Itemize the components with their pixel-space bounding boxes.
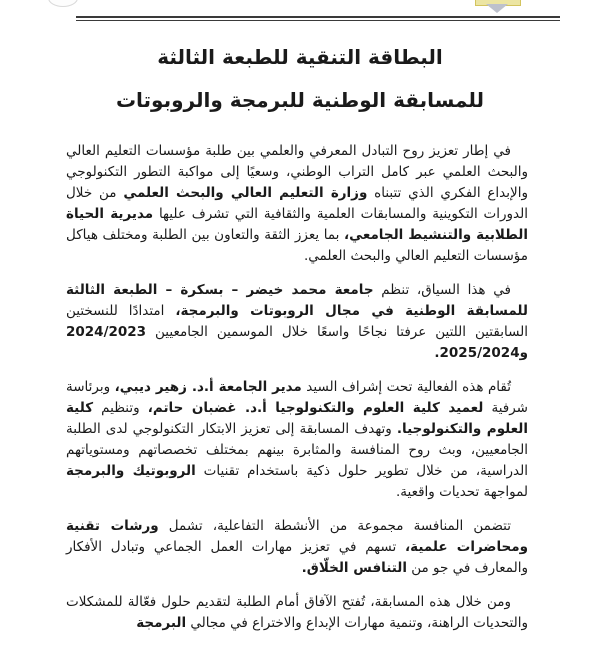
bold-text-segment: مديرية الحياة الطلابية والتنشيط الجامعي، xyxy=(66,206,528,243)
paragraph xyxy=(66,280,528,364)
text-segment: ومن خلال هذه المسابقة، تُفتح الآفاق أمام الطلبة لتقديم حلول فعّالة للمشكلات والتحديات الراهنة، وتنمية مهارات الإبداع والاختراع في مجالي xyxy=(66,594,528,631)
header-divider xyxy=(76,16,560,21)
bold-text-segment: التنافس الخلّاق. xyxy=(301,560,407,576)
bold-text-segment: وزارة التعليم العالي والبحث العلمي xyxy=(123,185,368,201)
text-segment: من خلال الدورات التكوينية والمسابقات العلمية والثقافية التي تشرف عليها xyxy=(66,185,528,222)
paragraph xyxy=(66,141,528,267)
document-title-line1: البطاقة التنقية للطبعة الثالثة xyxy=(157,45,443,69)
text-segment: وتنظيم xyxy=(93,400,148,416)
text-segment: وبرئاسة شرفية xyxy=(66,379,528,416)
text-segment: تسهم في تعزيز مهارات العمل الجماعي وتبادل الأفكار والمعارف في جو من xyxy=(66,539,528,576)
university-logo-fragment xyxy=(475,0,521,16)
document-title-line2: للمسابقة الوطنية للبرمجة والروبوتات xyxy=(115,88,485,112)
text-segment: في هذا السياق، تنظم xyxy=(373,282,511,298)
text-segment: لمواجهة تحديات واقعية. xyxy=(395,484,528,500)
stamp-fragment-icon xyxy=(48,0,78,7)
bold-text-segment: مدير الجامعة أ.د. زهير ديبي، xyxy=(114,379,302,395)
logo-chevron-down-icon xyxy=(486,4,508,13)
bold-text-segment: جامعة محمد خيضر – بسكرة – الطبعة الثالثة للمسابقة الوطنية في مجال الروبوتات والبرمجة، xyxy=(66,282,528,319)
bold-text-segment: البرمجة xyxy=(136,615,187,631)
text-segment: في إطار تعزيز روح التبادل المعرفي والعلمي بين طلبة مؤسسات التعليم العالي والبحث العلمي عبر كامل التراب الوطني، وسعيًا إلى مواكبة التطور التكنولوجي والإبداع الفكري الذي تتبناه xyxy=(66,143,528,201)
text-segment: وتهدف المسابقة إلى تعزيز الابتكار التكنولوجي لدى الطلبة الجامعيين، وبث روح المنافسة والمثابرة بينهم بمختلف تخصصاتهم ومستوياتهم الدراسية، من خلال تطوير حلول ذكية باستخدام تقنيات xyxy=(66,421,529,479)
text-segment: تتضمن المنافسة مجموعة من الأنشطة التفاعلية، تشمل xyxy=(158,518,511,534)
paragraph xyxy=(66,377,528,503)
text-segment: بما يعزز الثقة والتعاون بين الطلبة ومختلف هياكل مؤسسات التعليم العالي والبحث العلمي. xyxy=(66,227,528,264)
document-title xyxy=(0,36,600,122)
bold-text-segment: كلية العلوم والتكنولوجيا. xyxy=(66,400,528,437)
text-segment: امتدادًا للنسختين السابقتين اللتين عرفتا نجاحًا واسعًا خلال الموسمين الجامعيين xyxy=(66,303,528,340)
document-body xyxy=(66,141,528,647)
text-segment: تُقام هذه الفعالية تحت إشراف السيد xyxy=(301,379,512,395)
bold-text-segment: الروبوتيك والبرمجة xyxy=(66,463,196,479)
bold-text-segment: لعميد كلية العلوم والتكنولوجيا أ.د. غضبان حاتم، xyxy=(147,400,484,416)
bold-text-segment: ورشات تقنية ومحاضرات علمية، xyxy=(66,518,528,555)
paragraph xyxy=(66,516,528,579)
bold-text-segment: 2024/2023 و2025/2024. xyxy=(66,324,528,361)
paragraph xyxy=(66,592,528,634)
